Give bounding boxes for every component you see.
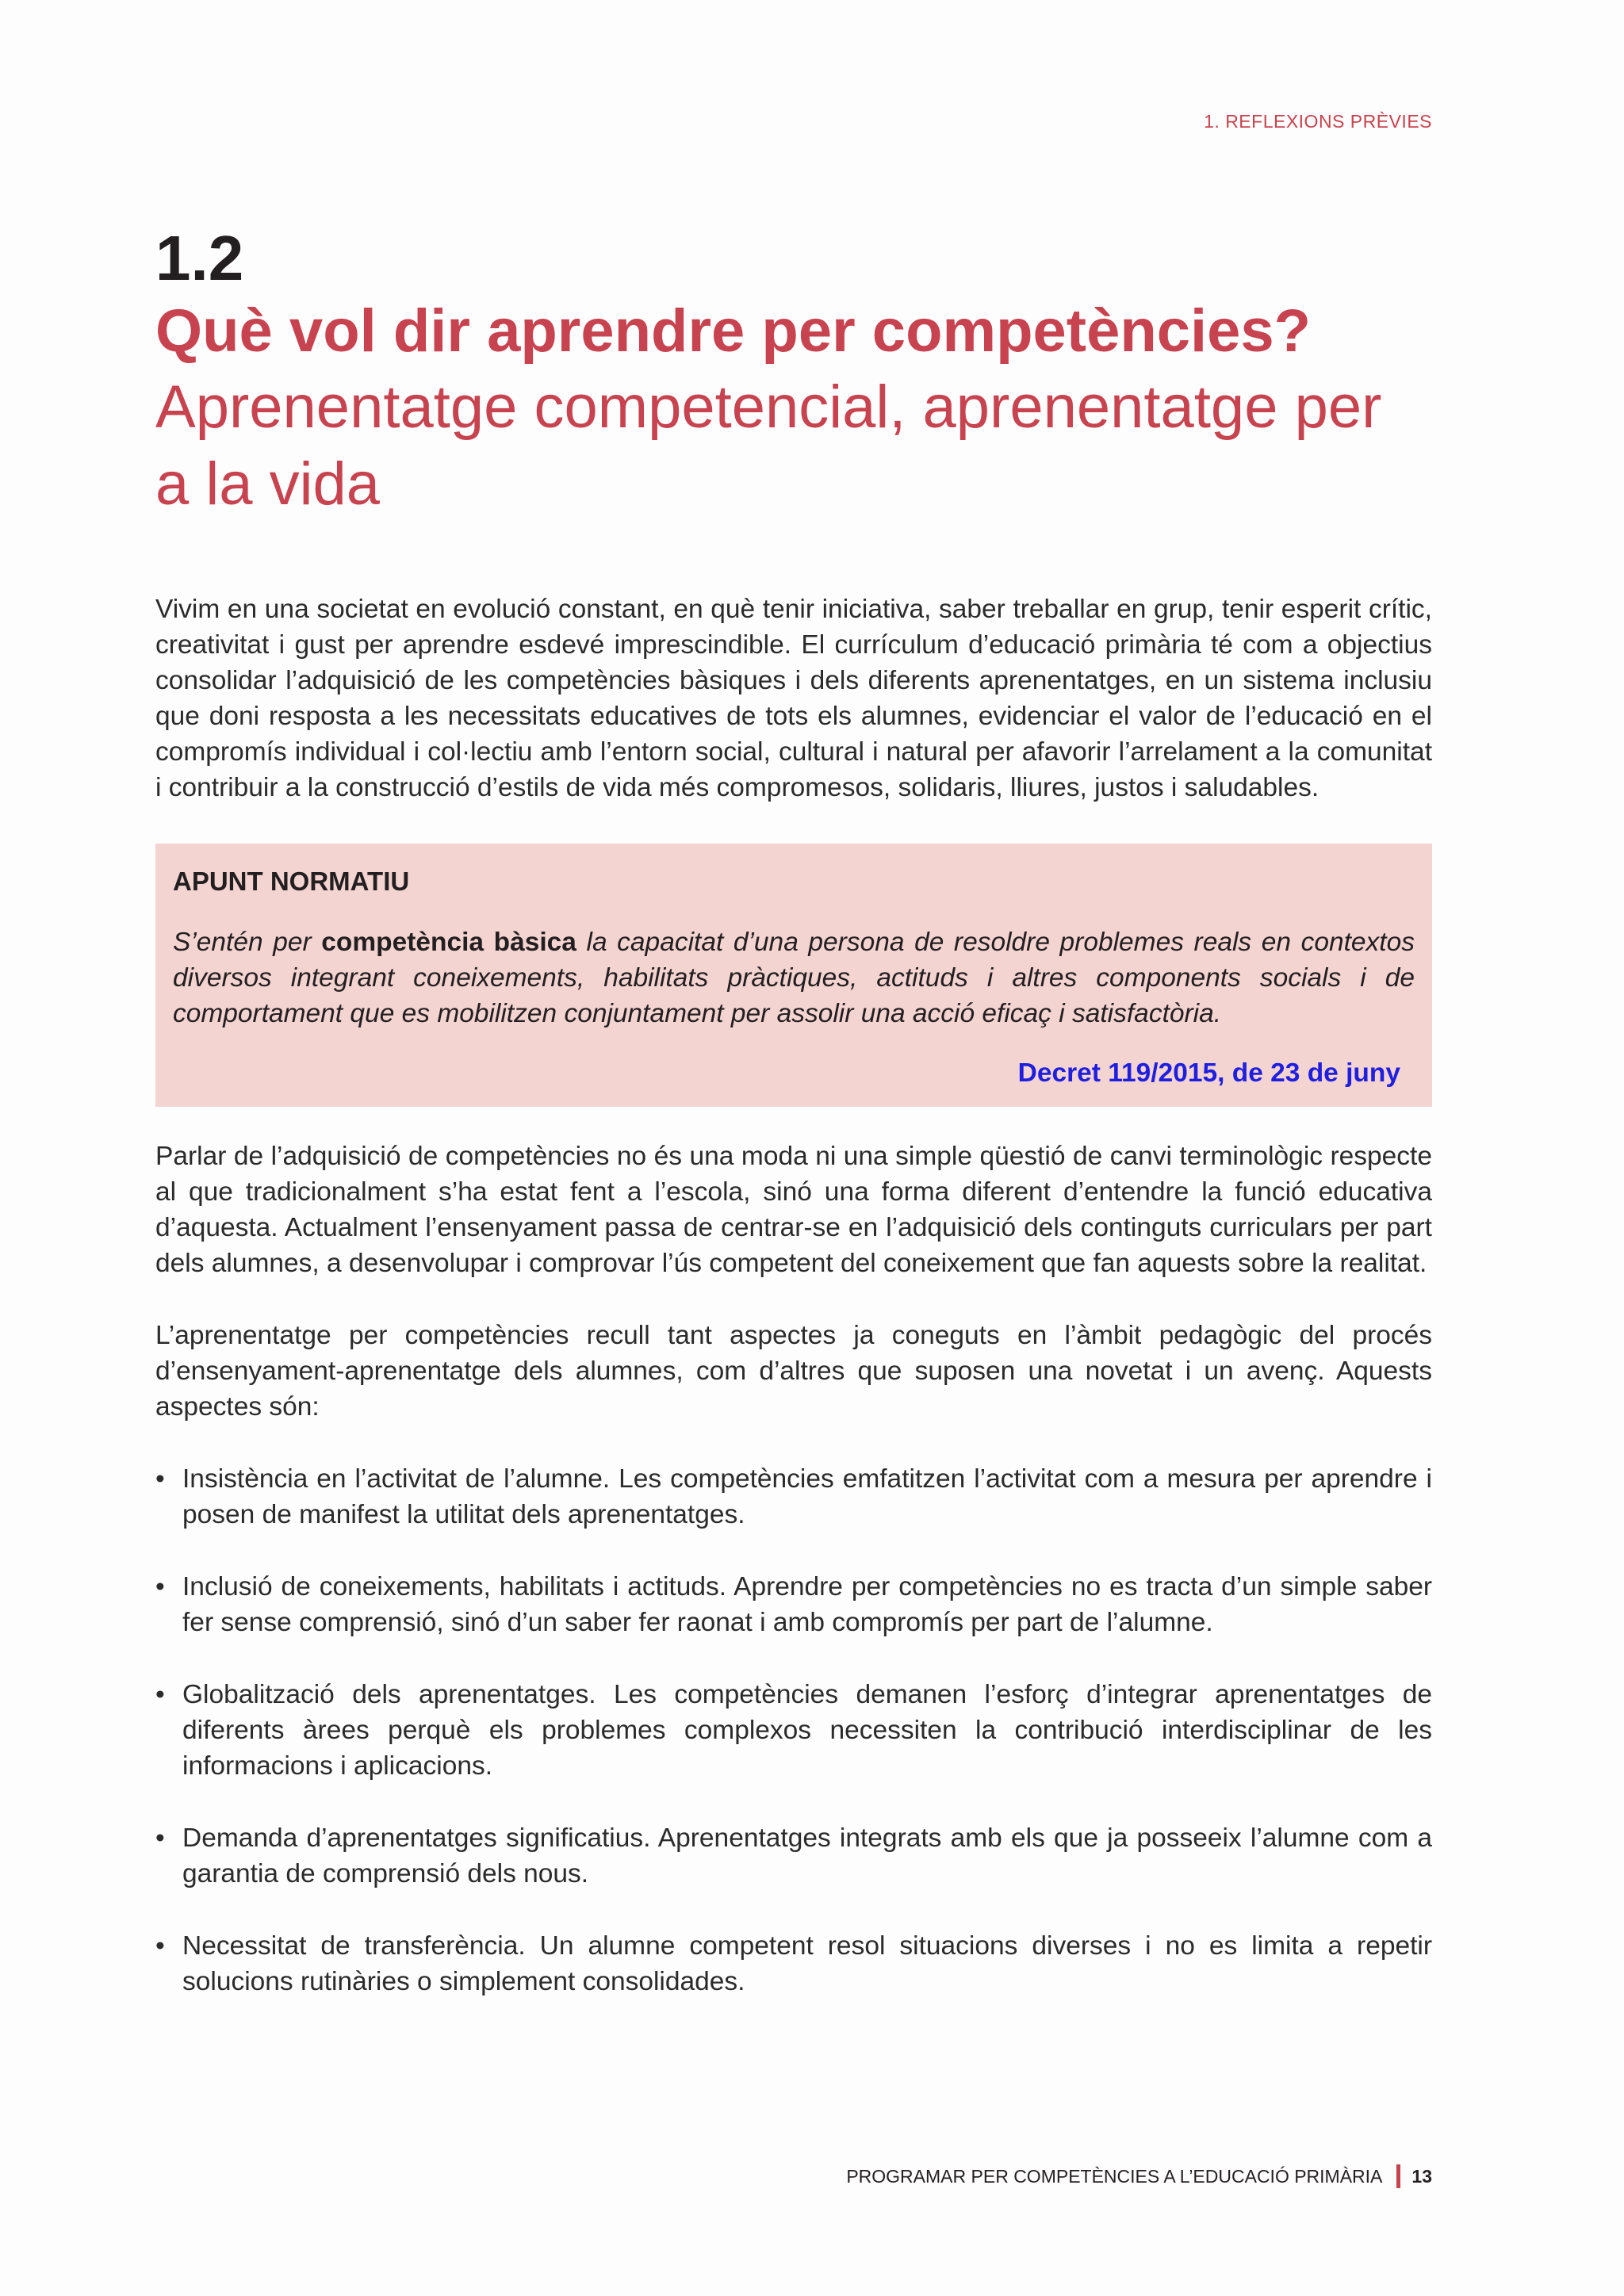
bullet-icon: • (155, 1571, 165, 1601)
list-item (155, 1677, 1432, 1784)
bullet-icon: • (155, 1679, 165, 1709)
section-number: 1.2 (155, 223, 244, 293)
note-text-bold: competència bàsica (321, 927, 576, 957)
list-item-text: Demanda d’aprenentatges significatius. Aprenentatges integrats amb els que ja posseeix l’alumne com a garantia de comprensió dels nous. (182, 1823, 1432, 1888)
main-content (155, 224, 1432, 2036)
bullet-icon: • (155, 1931, 165, 1961)
note-text-before: S’entén per (173, 927, 322, 957)
note-text-after: la capacitat d’una persona de resoldre problemes reals en contextos diversos integrant coneixements, habilitats pràctiques, actituds i altres components socials i de comportament que es mobilitzen conjuntament per assolir una acció eficaç i satisfactòria. (173, 927, 1415, 1028)
note-text (173, 924, 1415, 1031)
intro-paragraph: Vivim en una societat en evolució constant, en què tenir iniciativa, saber treballar en grup, tenir esperit crític, creativitat i gust per aprendre esdevé imprescindible. El currículum d’educació primària té com a objectius consolidar l’adquisició de les competències bàsiques i dels diferents aprenentatges, en un sistema inclusiu que doni resposta a les necessitats educatives de tots els alumnes, evidenciar el valor de l’educació en el compromís individual i col·lectiu amb l’entorn social, cultural i natural per afavorir l’arrelament a la comunitat i contribuir a la construcció d’estils de vida més compromesos, solidaris, lliures, justos i saludables. (155, 594, 1432, 802)
bullet-icon: • (155, 1464, 165, 1494)
paragraph-2: Parlar de l’adquisició de competències no és una moda ni una simple qüestió de canvi terminològic respecte al que tradicionalment s’ha estat fent a l’escola, sinó una forma diferent d’entendre la funció educativa d’aquesta. Actualment l’ensenyament passa de centrar-se en l’adquisició dels continguts curriculars per part dels alumnes, a desenvolupar i comprovar l’ús competent del coneixement que fan aquests sobre la realitat. (155, 1141, 1432, 1278)
footer-divider (1396, 2164, 1400, 2188)
note-source: Decret 119/2015, de 23 de juny (1017, 1058, 1400, 1088)
section-title: Què vol dir aprendre per competències? (155, 297, 1312, 365)
page-number: 13 (1411, 2165, 1432, 2187)
list-item (155, 1461, 1432, 1533)
paragraph-3: L’aprenentatge per competències recull tant aspectes ja coneguts en l’àmbit pedagògic del procés d’ensenyament-aprenentatge dels alumnes, com d’altres que suposen una novetat i un avenç. Aquests aspectes són: (155, 1320, 1432, 1422)
list-item (155, 1820, 1432, 1892)
list-item (155, 1928, 1432, 1999)
running-head: 1. REFLEXIONS PRÈVIES (1204, 111, 1432, 132)
list-item-text: Insistència en l’activitat de l’alumne. Les competències emfatitzen l’activitat com a mesura per aprendre i posen de manifest la utilitat dels aprenentatges. (182, 1464, 1432, 1529)
page-footer (846, 2164, 1432, 2188)
bullet-icon: • (155, 1823, 165, 1853)
section-subtitle: Aprenentatge competencial, aprenentatge per a la vida (155, 373, 1382, 519)
list-item-text: Globalització dels aprenentatges. Les competències demanen l’esforç d’integrar aprenentatges de diferents àrees perquè els problemes complexos necessiten la contribució interdisciplinar de les informacions i aplicacions. (182, 1679, 1432, 1781)
normative-note-box (155, 844, 1432, 1107)
footer-title: PROGRAMAR PER COMPETÈNCIES A L’EDUCACIÓ PRIMÀRIA (846, 2165, 1383, 2187)
aspects-list (155, 1461, 1432, 1999)
note-title: APUNT NORMATIU (173, 866, 410, 896)
list-item (155, 1569, 1432, 1640)
list-item-text: Inclusió de coneixements, habilitats i actituds. Aprendre per competències no es tracta d’un simple saber fer sense comprensió, sinó d’un saber fer raonat i amb compromís per part de l’alumne. (182, 1571, 1432, 1637)
list-item-text: Necessitat de transferència. Un alumne competent resol situacions diverses i no es limita a repetir solucions rutinàries o simplement consolidades. (182, 1931, 1432, 1996)
